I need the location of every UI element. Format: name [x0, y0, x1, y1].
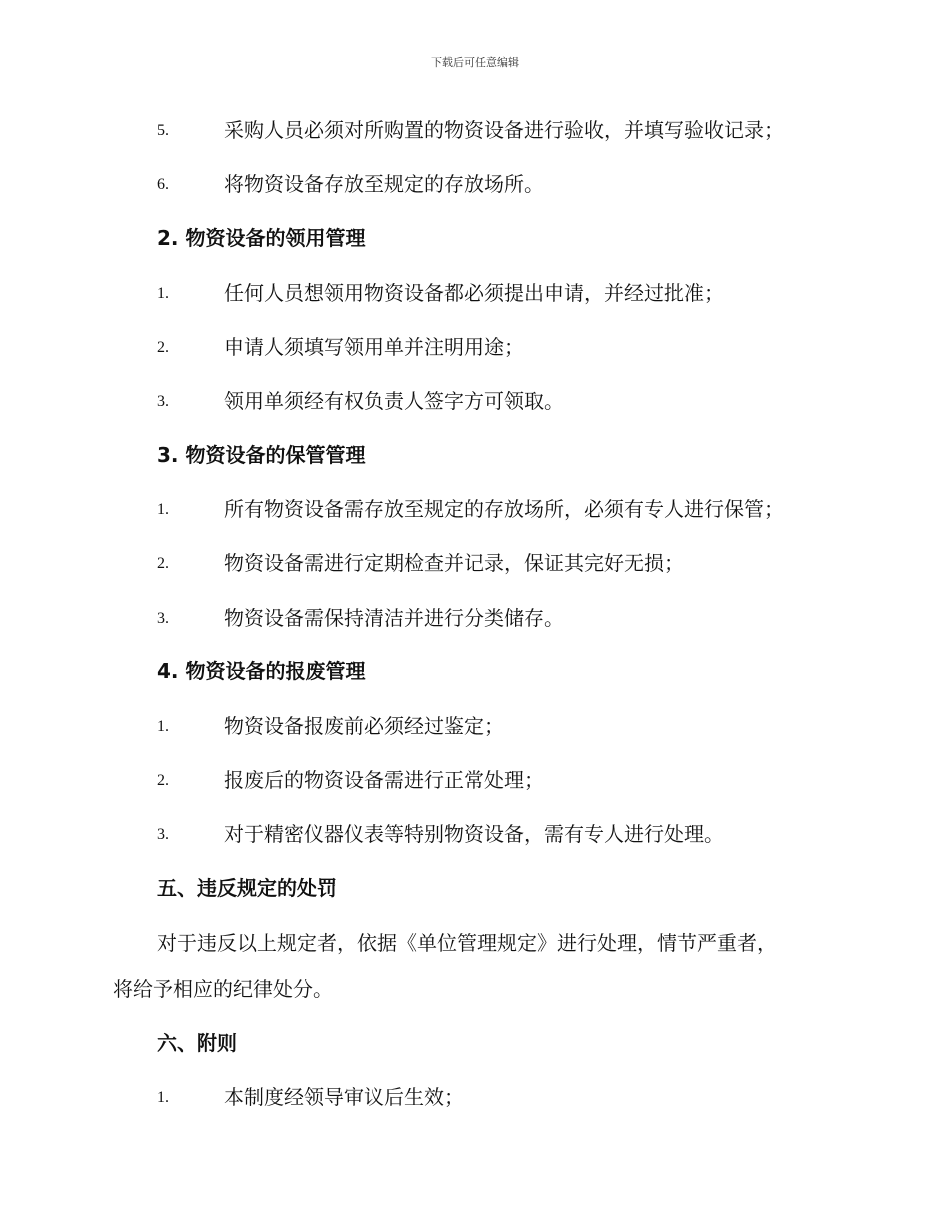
list-item: [0, 495, 950, 525]
list-number: 3.: [157, 826, 169, 843]
section-heading: 4. 物资设备的报废管理: [157, 659, 366, 683]
list-item: [0, 1083, 950, 1113]
page-header: 下载后可任意编辑: [431, 56, 519, 69]
list-number: 2.: [157, 339, 169, 356]
section-heading: 六、附则: [157, 1031, 237, 1055]
section-heading: 五、违反规定的处罚: [157, 876, 337, 900]
list-item: [0, 333, 950, 363]
list-number: 1.: [157, 718, 169, 735]
list-text: 申请人须填写领用单并注明用途；: [224, 335, 524, 359]
list-item: [0, 820, 950, 850]
list-text: 物资设备报废前必须经过鉴定；: [224, 714, 504, 738]
list-item: [0, 279, 950, 309]
list-item: [0, 604, 950, 634]
list-number: 2.: [157, 772, 169, 789]
list-number: 1.: [157, 285, 169, 302]
list-text: 报废后的物资设备需进行正常处理；: [224, 768, 544, 792]
list-number: 3.: [157, 393, 169, 410]
list-text: 将物资设备存放至规定的存放场所。: [224, 172, 544, 196]
list-item: [0, 766, 950, 796]
list-number: 1.: [157, 501, 169, 518]
list-item: [0, 170, 950, 200]
list-number: 1.: [157, 1089, 169, 1106]
list-text: 任何人员想领用物资设备都必须提出申请，并经过批准；: [224, 281, 724, 305]
list-text: 所有物资设备需存放至规定的存放场所，必须有专人进行保管；: [224, 497, 784, 521]
list-text: 本制度经领导审议后生效；: [224, 1085, 464, 1109]
list-text: 物资设备需保持清洁并进行分类储存。: [224, 606, 564, 630]
paragraph-line: 将给予相应的纪律处分。: [113, 977, 333, 1001]
list-text: 采购人员必须对所购置的物资设备进行验收，并填写验收记录；: [224, 118, 784, 142]
paragraph-line: 对于违反以上规定者，依据《单位管理规定》进行处理，情节严重者，: [157, 931, 777, 955]
list-number: 5.: [157, 122, 169, 139]
section-heading: 2. 物资设备的领用管理: [157, 226, 366, 250]
list-item: [0, 712, 950, 742]
list-item: [0, 116, 950, 146]
list-item: [0, 387, 950, 417]
list-text: 领用单须经有权负责人签字方可领取。: [224, 389, 564, 413]
list-number: 3.: [157, 610, 169, 627]
list-number: 2.: [157, 555, 169, 572]
list-number: 6.: [157, 176, 169, 193]
list-item: [0, 549, 950, 579]
list-text: 对于精密仪器仪表等特别物资设备，需有专人进行处理。: [224, 822, 724, 846]
section-heading: 3. 物资设备的保管管理: [157, 443, 366, 467]
list-text: 物资设备需进行定期检查并记录，保证其完好无损；: [224, 551, 684, 575]
